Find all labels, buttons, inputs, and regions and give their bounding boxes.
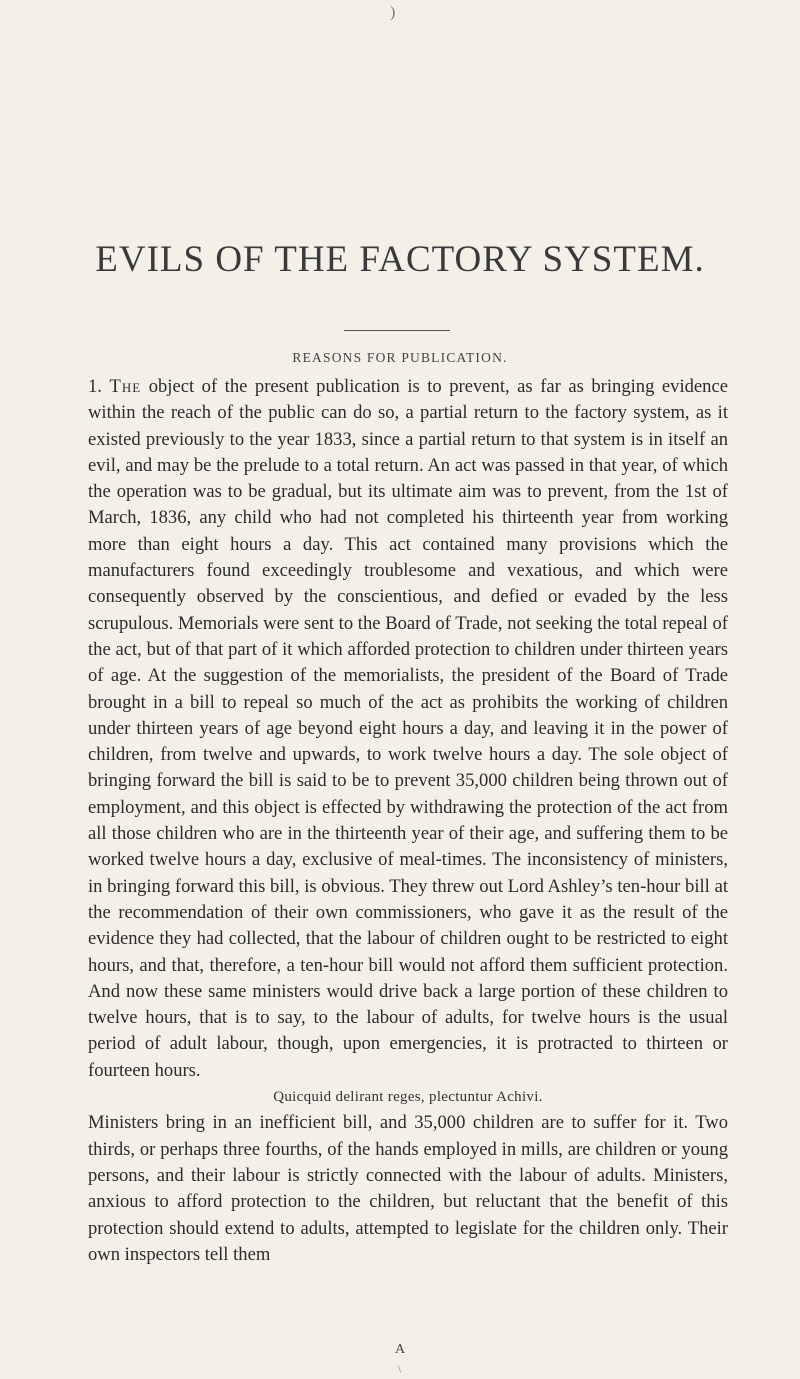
page-bottom-mark: \ xyxy=(398,1362,402,1376)
page-top-mark: ) xyxy=(390,4,396,21)
section-heading: REASONS FOR PUBLICATION. xyxy=(292,350,508,365)
signature-mark: A xyxy=(394,1342,406,1357)
section-number: 1. xyxy=(88,376,102,397)
body-text xyxy=(88,374,728,1268)
paragraph-1 xyxy=(88,374,728,1084)
lead-word: The xyxy=(109,376,142,397)
latin-quote: Quicquid delirant reges, plectuntur Achivi. xyxy=(273,1089,543,1106)
paragraph-2: Ministers bring in an inefficient bill, and 35,000 children are to suffer for it. Two thirds, or perhaps three fourths, of the hands employed in mills, are children or young persons, and their labour is strictly connected with the labour of adults. Ministers, anxious to afford protection to the children, but reluctant that the benefit of this protection should extend to adults, attempted to legislate for the children only. Their own inspectors tell them xyxy=(88,1112,728,1265)
page-title: EVILS OF THE FACTORY SYSTEM. xyxy=(95,239,705,280)
paragraph-1-text: object of the present publication is to prevent, as far as bringing evidence within the reach of the public can do so, a partial return to the factory system, as it existed previously to the year 1833, since a partial return to that system is in itself an evil, and may be the prelude to a total return. An act was passed in that year, of which the operation was to be gradual, but its ultimate aim was to prevent, from the 1st of March, 1836, any child who had not completed his thirteenth year from working more than eight hours a day. This act contained many provisions which the manufacturers found exceedingly troublesome and vexatious, and which were consequently observed by the conscientious, and defied or evaded by the less scrupulous. Memorials were sent to the Board of Trade, not seeking the total repeal of the act, but of that part of it which afforded protection to children under thirteen years of age. At the suggestion of the memorialists, the president of the Board of Trade brought in a bill to repeal so much of the act as prohibits the working of children under thirteen years of age beyond eight hours a day, and leaving it in the power of children, from twelve and upwards, to work twelve hours a day. The sole object of bringing forward the bill is said to be to prevent 35,000 children being thrown out of employment, and this object is effected by withdrawing the protection of the act from all those children who are in the thirteenth year of their age, and suffering them to be worked twelve hours a day, exclusive of meal-times. The inconsistency of ministers, in bringing forward this bill, is obvious. They threw out Lord Ashley’s ten-hour bill at the recommendation of their own commissioners, who gave it as the result of the evidence they had collected, that the labour of children ought to be restricted to eight hours, and that, therefore, a ten-hour bill would not afford them sufficient protection. And now these same ministers would drive back a large portion of these children to twelve hours, that is to say, to the labour of adults, for twelve hours is the usual period of adult labour, though, upon emergencies, it is protracted to thirteen or fourteen hours. xyxy=(88,376,728,1081)
title-divider xyxy=(344,330,450,331)
